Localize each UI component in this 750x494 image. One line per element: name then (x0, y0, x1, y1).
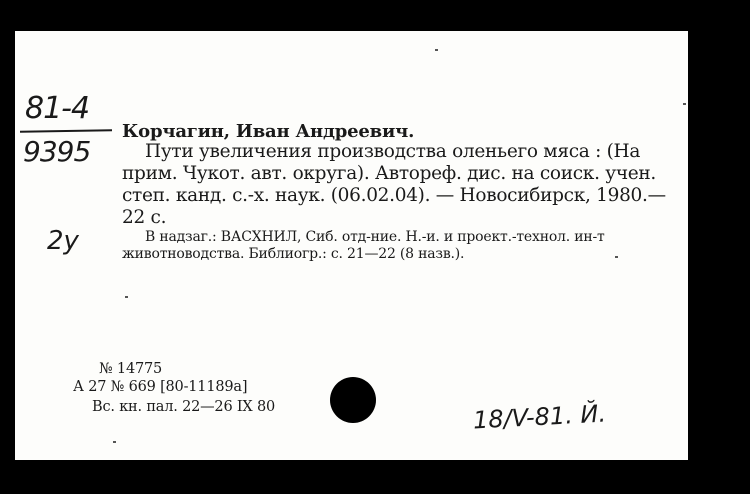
shelfmark-divider (20, 129, 112, 133)
title-line (122, 207, 166, 228)
author-heading: Корчагин, Иван Андреевич. (122, 121, 415, 142)
title-line: Пути увеличения производства оленьего мяса : (На (145, 141, 641, 162)
catalog-card (15, 31, 688, 460)
speck (435, 49, 438, 51)
title-line: прим. Чукот. авт. округа). Автореф. дис. на соиск. учен. (122, 163, 657, 184)
title-line: степ. канд. с.-х. наук. (06.02.04). — Новосибирск, 1980.— (122, 185, 666, 206)
speck (113, 441, 116, 443)
speck (615, 256, 618, 258)
note-line: животноводства. Библиогр.: с. 21—22 (8 назв.). (122, 246, 465, 262)
speck (125, 296, 128, 298)
speck (683, 103, 686, 105)
shelfmark-bottom: 9395 (23, 135, 91, 168)
book-chamber-line: Вс. кн. пал. 22—26 IX 80 (92, 399, 275, 415)
date-stamp: 18/V-81. Й. (472, 399, 607, 435)
pages-text: 22 с. (122, 207, 167, 228)
punch-hole (330, 377, 376, 423)
accession-number: № 14775 (99, 361, 163, 377)
note-line: В надзаг.: ВАСХНИЛ, Сиб. отд-ние. Н.-и. и проект.-технол. ин-т (145, 229, 605, 245)
shelfmark-top: 81-4 (25, 91, 90, 126)
accession-code: А 27 № 669 [80-11189а] (73, 379, 248, 395)
margin-note: 2y (47, 226, 79, 256)
